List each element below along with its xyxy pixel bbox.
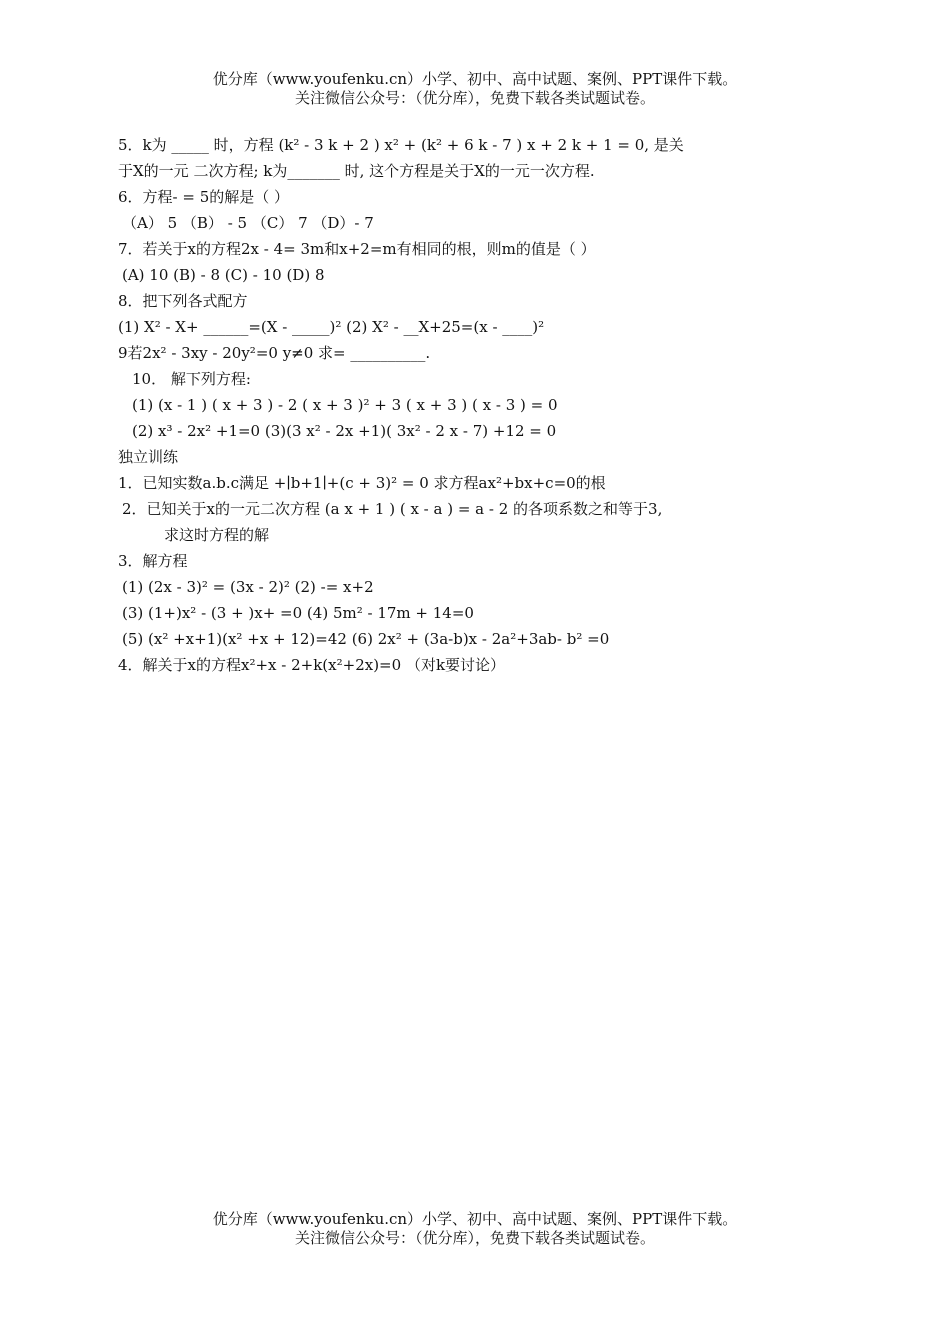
footer-line-1: 优分库（www.youfenku.cn）小学、初中、高中试题、案例、PPT课件下载。: [212, 1210, 738, 1228]
section-heading-independent-practice: 独立训练: [118, 448, 179, 466]
q8-question: 8．把下列各式配方: [118, 292, 248, 310]
header-line-2: 关注微信公众号：（优分库），免费下载各类试题试卷。: [294, 89, 655, 107]
q6-question: 6．方程- = 5的解是（ ）: [118, 188, 290, 206]
q7-options: (A) 10 (B) - 8 (C) - 10 (D) 8: [122, 266, 325, 284]
page-footer: [0, 1210, 950, 1248]
q10-heading: 10． 解下列方程:: [132, 370, 251, 388]
page-header: [0, 70, 950, 108]
practice-q4: 4．解关于x的方程x²+x - 2+k(x²+2x)=0 （对k要讨论）: [118, 656, 506, 674]
footer-line-2: 关注微信公众号：（优分库），免费下载各类试题试卷。: [294, 1229, 655, 1247]
practice-q3-items-1-2: (1) (2x - 3)² = (3x - 2)² (2) -= x+2: [122, 578, 374, 596]
document-body: [118, 132, 838, 678]
q10-items-2-3: (2) x³ - 2x² +1=0 (3)(3 x² - 2x +1)( 3x² - 2 x - 7) +12 = 0: [132, 422, 557, 440]
q5-line-2: 于X的一元 二次方程; k为_______ 时, 这个方程是关于X的一元一次方程.: [118, 162, 595, 180]
q5-line-1: 5．k为 _____ 时，方程 (k² - 3 k + 2 ) x² + (k² + 6 k - 7 ) x + 2 k + 1 = 0, 是关: [118, 136, 684, 154]
practice-q2-line-1: 2．已知关于x的一元二次方程 (a x + 1 ) ( x - a ) = a - 2 的各项系数之和等于3,: [122, 500, 663, 518]
practice-q3-heading: 3．解方程: [118, 552, 188, 570]
practice-q3-items-5-6: (5) (x² +x+1)(x² +x + 12)=42 (6) 2x² + (3a-b)x - 2a²+3ab- b² =0: [122, 630, 610, 648]
q6-options: （A） 5 （B） - 5 （C） 7 （D）- 7: [122, 214, 374, 232]
q9-question: 9若2x² - 3xy - 20y²=0 y≠0 求= __________.: [118, 344, 431, 362]
practice-q3-items-3-4: (3) (1+)x² - (3 + )x+ =0 (4) 5m² - 17m + 14=0: [122, 604, 474, 622]
q10-item-1: (1) (x - 1 ) ( x + 3 ) - 2 ( x + 3 )² + 3 ( x + 3 ) ( x - 3 ) = 0: [132, 396, 558, 414]
q7-question: 7．若关于x的方程2x - 4= 3m和x+2=m有相同的根，则m的值是（ ）: [118, 240, 596, 258]
q8-items: (1) X² - X+ ______=(X - _____)² (2) X² - __X+25=(x - ____)²: [118, 318, 545, 336]
header-line-1: 优分库（www.youfenku.cn）小学、初中、高中试题、案例、PPT课件下载。: [212, 70, 738, 88]
practice-q2-line-2: 求这时方程的解: [164, 526, 270, 544]
practice-q1: 1．已知实数a.b.c满足 +∣b+1∣+(c + 3)² = 0 求方程ax²+bx+c=0的根: [118, 474, 606, 492]
